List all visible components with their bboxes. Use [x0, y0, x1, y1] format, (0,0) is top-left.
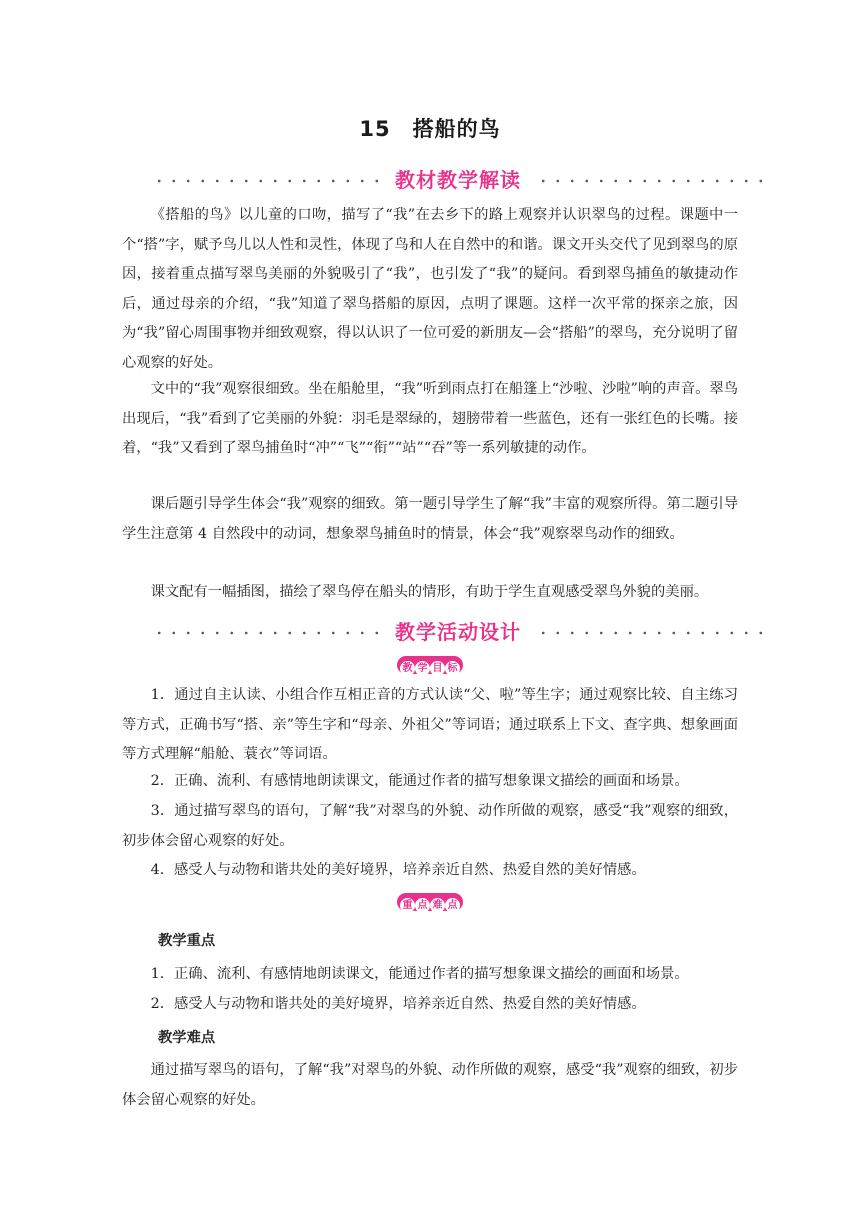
badge-char: 学 — [415, 661, 430, 676]
badge-char: 点 — [415, 898, 430, 913]
goal-item: 3．通过描写翠鸟的语句，了解“我”对翠鸟的外貌、动作所做的观察，感受“我”观察的细致，初步体会留心观察的好处。 — [122, 803, 738, 849]
badge-char: 目 — [430, 661, 445, 676]
dotted-rule-right — [536, 179, 764, 183]
key-point-item: 1．正确、流利、有感情地朗读课文，能通过作者的描写想象课文描绘的画面和场景。 — [150, 966, 689, 982]
dotted-rule-right — [536, 631, 764, 635]
goal-item: 1．通过自主认读、小组合作互相正音的方式认读“父、啦”等生字；通过观察比较、自主练习等方式，正确书写“搭、亲”等生字和“母亲、外祖父”等词语；通过联系上下文、查字典、想象画面等方式理解“船舱、蓑衣”等词语。 — [122, 687, 738, 763]
lesson-number: 15 — [359, 117, 391, 141]
badge-char: 难 — [430, 898, 445, 913]
badge-char: 教 — [400, 661, 415, 676]
paragraph: 文中的“我”观察很细致。坐在船舱里，“我”听到雨点打在船篷上“沙啦、沙啦”响的声音。翠鸟出现后，“我”看到了它美丽的外貌：羽毛是翠绿的，翅膀带着一些蓝色，还有一张红色的长嘴。接着，“我”又看到了翠鸟捕鱼时“冲”“飞”“衔”“站”“吞”等一系列敏捷的动作。 — [122, 381, 738, 457]
paragraph: 课后题引导学生体会“我”观察的细致。第一题引导学生了解“我”丰富的观察所得。第二题引导学生注意第 4 自然段中的动词，想象翠鸟捕鱼时的情景，体会“我”观察翠鸟动作的细致。 — [122, 496, 738, 542]
badge-char: 点 — [445, 898, 460, 913]
badge-char: 重 — [400, 898, 415, 913]
key-point-item: 2．感受人与动物和谐共处的美好境界，培养亲近自然、热爱自然的美好情感。 — [150, 996, 646, 1012]
section-heading-reading: 教材教学解读 — [395, 168, 521, 192]
key-difficulty-badge — [0, 893, 860, 913]
goals-badge — [0, 656, 860, 676]
section-heading-band — [152, 166, 764, 194]
goal-item: 2．正确、流利、有感情地朗读课文，能通过作者的描写想象课文描绘的画面和场景。 — [150, 773, 689, 789]
difficulty-text: 通过描写翠鸟的语句，了解“我”对翠鸟的外貌、动作所做的观察，感受“我”观察的细致，初步体会留心观察的好处。 — [122, 1062, 738, 1108]
lesson-title-text: 搭船的鸟 — [412, 117, 501, 141]
badge-pill — [397, 893, 463, 911]
section-heading-band — [152, 618, 764, 646]
badge-pill — [397, 656, 463, 674]
lesson-title — [0, 113, 860, 143]
paragraph: 《搭船的鸟》以儿童的口吻，描写了“我”在去乡下的路上观察并认识翠鸟的过程。课题中一个“搭”字，赋予鸟儿以人性和灵性，体现了鸟和人在自然中的和谐。课文开头交代了见到翠鸟的原因，接着重点描写翠鸟美丽的外貌吸引了“我”，也引发了“我”的疑问。看到翠鸟捕鱼的敏捷动作后，通过母亲的介绍，“我”知道了翠鸟搭船的原因，点明了课题。这样一次平常的探亲之旅，因为“我”留心周围事物并细致观察，得以认识了一位可爱的新朋友—会“搭船”的翠鸟，充分说明了留心观察的好处。 — [122, 207, 738, 371]
paragraph: 课文配有一幅插图，描绘了翠鸟停在船头的情形，有助于学生直观感受翠鸟外貌的美丽。 — [150, 584, 709, 600]
badge-char: 标 — [445, 661, 460, 676]
goal-item: 4．感受人与动物和谐共处的美好境界，培养亲近自然、热爱自然的美好情感。 — [150, 862, 646, 878]
section-heading-activity: 教学活动设计 — [395, 620, 521, 644]
key-points-heading: 教学重点 — [158, 933, 216, 949]
difficulty-heading: 教学难点 — [158, 1030, 216, 1046]
